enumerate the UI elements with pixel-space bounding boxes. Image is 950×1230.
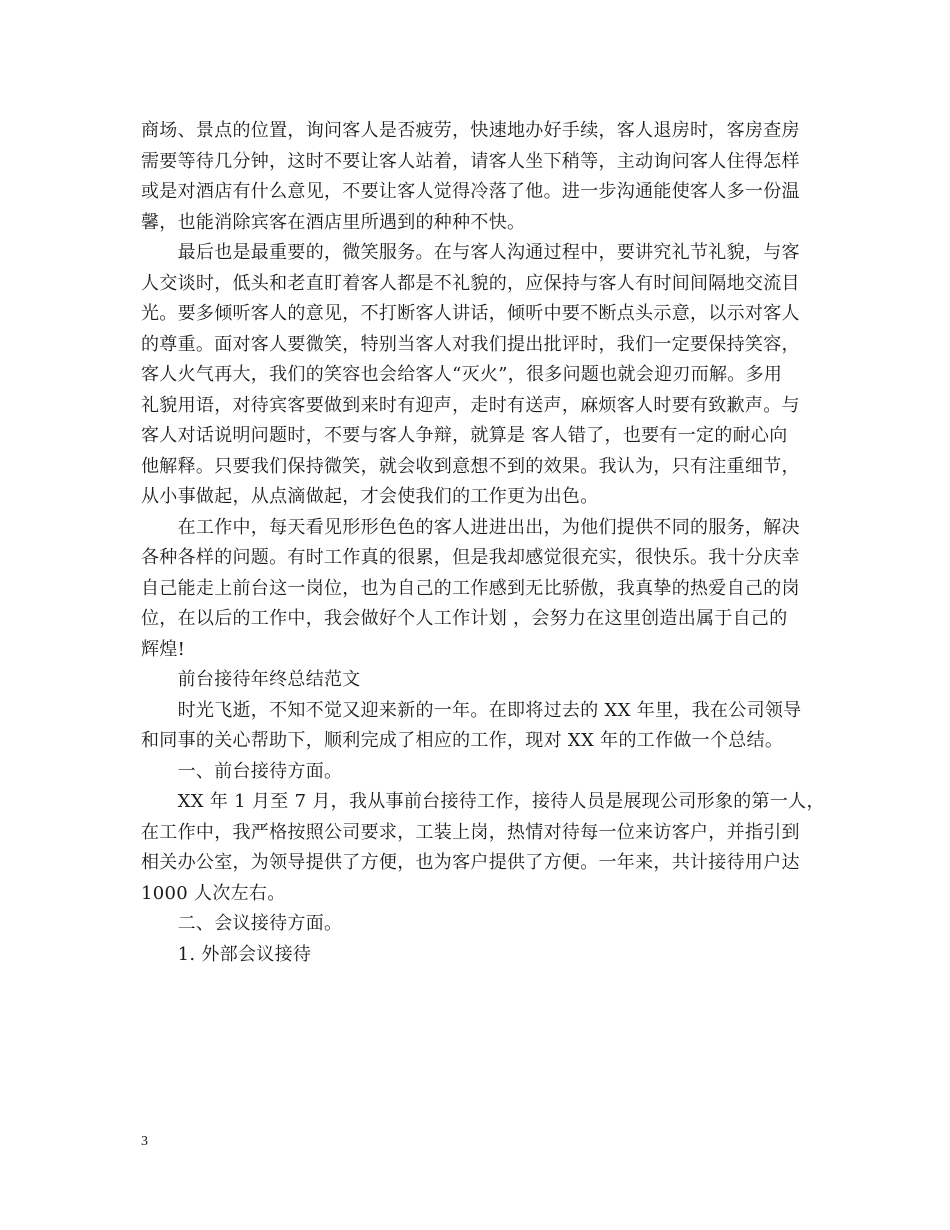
text-line: 和同事的关心帮助下，顺利完成了相应的工作，现对 XX 年的工作做一个总结。	[141, 730, 784, 751]
text-line: 自己能走上前台这一岗位，也为自己的工作感到无比骄傲，我真挚的热爱自己的岗	[141, 577, 800, 599]
text-line: 位，在以后的工作中，我会做好个人工作计划 ，会努力在这里创造出属于自己的	[141, 608, 788, 629]
text-line: 时光飞逝，不知不觉又迎来新的一年。在即将过去的 XX 年里，我在公司领导	[141, 699, 802, 721]
text-line: 馨，也能消除宾客在酒店里所遇到的种种不快。	[141, 211, 526, 233]
text-line: 或是对酒店有什么意见，不要让客人觉得冷落了他。进一步沟通能使客人多一份温	[141, 181, 800, 202]
text-line: 各种各样的问题。有时工作真的很累，但是我却感觉很充实，很快乐。我十分庆幸	[141, 547, 800, 568]
page-number: 3	[141, 1134, 148, 1149]
section-heading: 二、会议接待方面。	[141, 913, 343, 934]
text-line: 光。要多倾听客人的意见，不打断客人讲话，倾听中要不断点头示意，以示对客人	[141, 303, 800, 324]
text-line: 在工作中，每天看见形形色色的客人进进出出，为他们提供不同的服务，解决	[141, 516, 800, 538]
text-line: 最后也是最重要的，微笑服务。在与客人沟通过程中，要讲究礼节礼貌，与客	[141, 242, 800, 263]
text-line: XX 年 1 月至 7 月，我从事前台接待工作，接待人员是展现公司形象的第一人，	[141, 791, 825, 812]
text-line: 他解释。只要我们保持微笑，就会收到意想不到的效果。我认为，只有注重细节，	[141, 455, 800, 477]
text-line: 在工作中，我严格按照公司要求，工装上岗，热情对待每一位来访客户，并指引到	[141, 821, 800, 843]
subsection-heading: 1. 外部会议接待	[141, 943, 312, 965]
text-line: 从小事做起，从点滴做起，才会使我们的工作更为出色。	[141, 486, 599, 507]
text-line: 辉煌!	[141, 638, 186, 660]
text-line: 人交谈时，低头和老直盯着客人都是不礼貌的，应保持与客人有时间间隔地交流目	[141, 272, 800, 294]
text-line: 礼貌用语，对待宾客要做到来时有迎声，走时有送声，麻烦客人时要有致歉声。与	[141, 394, 800, 416]
text-line: 的尊重。面对客人要微笑，特别当客人对我们提出批评时，我们一定要保持笑容，	[141, 333, 800, 355]
section-heading: 一、前台接待方面。	[141, 760, 343, 782]
text-line: 1000 人次左右。	[141, 882, 286, 904]
text-line: 商场、景点的位置，询问客人是否疲劳，快速地办好手续，客人退房时，客房查房	[141, 120, 800, 141]
document-body	[141, 116, 825, 970]
text-line: 客人火气再大，我们的笑容也会给客人“灭火”，很多问题也就会迎刃而解。多用	[141, 364, 783, 385]
text-line: 需要等待几分钟，这时不要让客人站着，请客人坐下稍等，主动询问客人住得怎样	[141, 150, 800, 172]
section-heading: 前台接待年终总结范文	[141, 669, 361, 690]
text-line: 客人对话说明问题时，不要与客人争辩，就算是 客人错了，也要有一定的耐心向	[141, 425, 788, 446]
text-line: 相关办公室，为领导提供了方便，也为客户提供了方便。一年来，共计接待用户达	[141, 852, 800, 873]
